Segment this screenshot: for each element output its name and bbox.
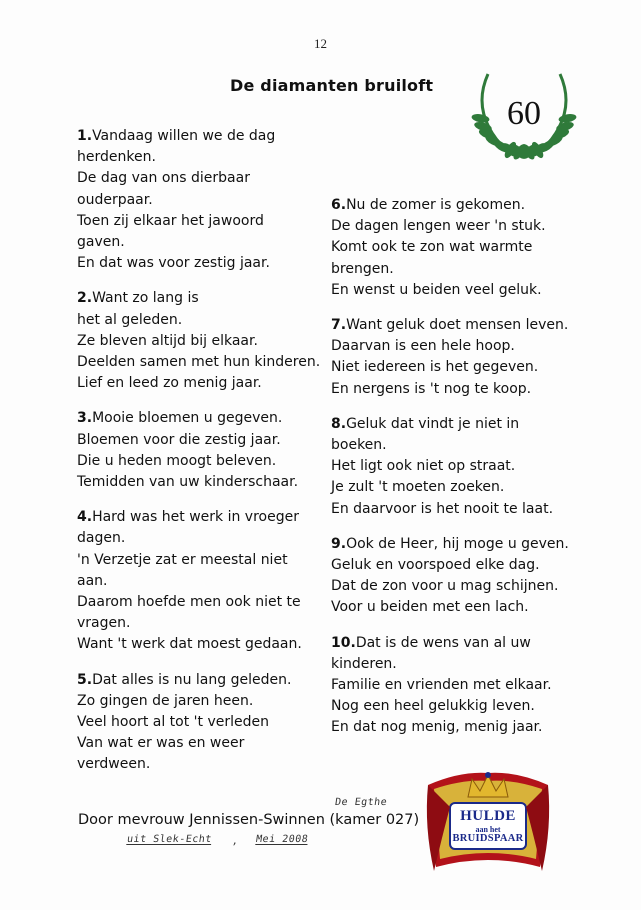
line-text: Geluk en voorspoed elke dag. (331, 557, 540, 574)
line-text: 'n Verzetje zat er meestal niet (77, 551, 288, 568)
stanza (331, 315, 576, 400)
line-text: Want 't werk dat moest gedaan. (77, 636, 302, 653)
poem-line (331, 259, 576, 280)
poem-line (331, 456, 576, 477)
poem-column-left (77, 126, 327, 790)
line-text: Mooie bloemen u gegeven. (92, 410, 283, 427)
page-number: 12 (314, 36, 327, 51)
line-text: Dat alles is nu lang geleden. (92, 671, 292, 688)
line-text: verdween. (77, 756, 151, 773)
line-text: brengen. (331, 260, 394, 277)
poem-line (77, 288, 327, 309)
line-text: Bloemen voor die zestig jaar. (77, 431, 281, 448)
line-text: herdenken. (77, 149, 156, 166)
line-text: Hard was het werk in vroeger (92, 509, 299, 526)
line-text: Want zo lang is (92, 290, 199, 307)
poem-line (77, 613, 327, 634)
poem-line (331, 315, 576, 336)
poem-line (331, 597, 576, 618)
poem-line (331, 499, 576, 520)
poem-line (77, 592, 327, 613)
stanza-number: 4. (77, 509, 93, 526)
line-text: Veel hoort al tot 't verleden (77, 714, 269, 731)
stanza (331, 534, 576, 619)
badge-title: HULDE (460, 808, 516, 824)
poem-line (77, 712, 327, 733)
line-text: Je zult 't moeten zoeken. (331, 479, 505, 496)
poem-line (77, 408, 327, 429)
stanza (77, 126, 327, 274)
poem-line (331, 534, 576, 555)
stanza (331, 414, 576, 520)
stanza (77, 507, 327, 655)
poem-line (77, 472, 327, 493)
poem-line (331, 477, 576, 498)
poem-line (77, 571, 327, 592)
stanza (331, 633, 576, 739)
line-text: Ze bleven altijd bij elkaar. (77, 332, 258, 349)
line-text: kinderen. (331, 655, 397, 672)
line-text: De dag van ons dierbaar (77, 170, 250, 187)
poem-line (77, 733, 327, 754)
poem-line (77, 352, 327, 373)
poem-line (77, 190, 327, 211)
stanza (331, 195, 576, 301)
hulde-badge (420, 767, 556, 879)
line-text: Geluk dat vindt je niet in (346, 415, 520, 432)
poem-line (331, 633, 576, 654)
stanza-number: 5. (77, 671, 93, 688)
line-text: boeken. (331, 437, 387, 454)
line-text: ouderpaar. (77, 191, 153, 208)
stanza-number: 2. (77, 290, 93, 307)
poem-line (331, 654, 576, 675)
line-text: Toen zij elkaar het jawoord (77, 212, 264, 229)
poem-column-right (331, 195, 576, 753)
line-text: Dat is de wens van al uw (355, 634, 531, 651)
line-text: Niet iedereen is het gegeven. (331, 359, 539, 376)
stanza-number: 6. (331, 197, 347, 213)
line-text: Nog een heel gelukkig leven. (331, 698, 535, 715)
poem-line (77, 670, 327, 691)
line-text: aan. (77, 572, 108, 589)
stanza-number: 8. (331, 415, 347, 432)
poem-line (77, 430, 327, 451)
line-text: Temidden van uw kinderschaar. (77, 474, 299, 491)
poem-line (77, 550, 327, 571)
line-text: gaven. (77, 234, 125, 251)
line-text: Het ligt ook niet op straat. (331, 458, 516, 475)
stanza-number: 1. (77, 128, 93, 144)
line-text: Komt ook te zon wat warmte (331, 239, 533, 256)
line-text: Daarvan is een hele hoop. (331, 338, 515, 355)
line-text: Ook de Heer, hij moge u geven. (346, 535, 569, 552)
poem-line (331, 216, 576, 237)
poem-line (331, 555, 576, 576)
line-text: De dagen lengen weer 'n stuk. (331, 218, 546, 235)
laurel-wreath-emblem (466, 64, 582, 162)
poem-line (331, 379, 576, 400)
poem-line (331, 675, 576, 696)
line-text: Deelden samen met hun kinderen. (77, 354, 321, 371)
line-text: Dat de zon voor u mag schijnen. (331, 578, 559, 595)
poem-line (331, 357, 576, 378)
line-text: Zo gingen de jaren heen. (77, 692, 254, 709)
poem-line (77, 232, 327, 253)
poem-line (77, 211, 327, 232)
poem-line (331, 280, 576, 301)
poem-title: De diamanten bruiloft (230, 76, 434, 95)
stanza-number: 10. (331, 634, 356, 651)
line-text: Familie en vrienden met elkaar. (331, 677, 552, 694)
badge-subtitle: aan het (475, 825, 501, 834)
poem-line (77, 147, 327, 168)
poem-line (331, 414, 576, 435)
poem-line (77, 253, 327, 274)
anniversary-number: 60 (507, 95, 541, 132)
author-credit: Door mevrouw Jennissen-Swinnen (kamer 027) (78, 812, 420, 828)
stanza (77, 408, 327, 493)
handwritten-place: uit Slek-Echt (126, 834, 213, 845)
line-text: En dat was voor zestig jaar. (77, 255, 270, 272)
poem-line (331, 237, 576, 258)
line-text: Die u heden moogt beleven. (77, 452, 277, 469)
line-text: Daarom hoefde men ook niet te (77, 594, 301, 611)
poem-line (77, 754, 327, 775)
poem-line (331, 717, 576, 738)
poem-line (77, 528, 327, 549)
poem-line (77, 507, 327, 528)
handwritten-date: Mei 2008 (255, 834, 309, 845)
poem-line (77, 634, 327, 655)
poem-line (77, 310, 327, 331)
poem-line (77, 168, 327, 189)
line-text: En nergens is 't nog te koop. (331, 380, 532, 397)
poem-line (331, 435, 576, 456)
stanza-number: 9. (331, 535, 347, 552)
stanza-number: 3. (77, 410, 93, 427)
poem-line (77, 451, 327, 472)
poem-line (331, 576, 576, 597)
line-text: Lief en leed zo menig jaar. (77, 375, 262, 392)
line-text: het al geleden. (77, 311, 183, 328)
poem-line (331, 195, 576, 216)
line-text: En wenst u beiden veel geluk. (331, 281, 542, 298)
poem-line (77, 691, 327, 712)
poem-line (77, 373, 327, 394)
poem-line (77, 126, 327, 147)
poem-line (331, 696, 576, 717)
stanza (77, 288, 327, 394)
line-text: Voor u beiden met een lach. (331, 599, 529, 616)
line-text: Nu de zomer is gekomen. (346, 197, 526, 213)
line-text: Vandaag willen we de dag (92, 128, 276, 144)
handwritten-comma: , (231, 836, 240, 847)
poem-line (331, 336, 576, 357)
stanza-number: 7. (331, 317, 347, 334)
line-text: Want geluk doet mensen leven. (346, 317, 569, 334)
line-text: En daarvoor is het nooit te laat. (331, 500, 554, 517)
line-text: En dat nog menig, menig jaar. (331, 719, 543, 736)
badge-caption: BRUIDSPAAR (452, 833, 524, 844)
handwritten-note: De Egthe (334, 797, 388, 808)
poem-line (77, 331, 327, 352)
stanza (77, 670, 327, 776)
line-text: vragen. (77, 615, 131, 632)
line-text: Van wat er was en weer (77, 735, 245, 752)
line-text: dagen. (77, 530, 126, 547)
